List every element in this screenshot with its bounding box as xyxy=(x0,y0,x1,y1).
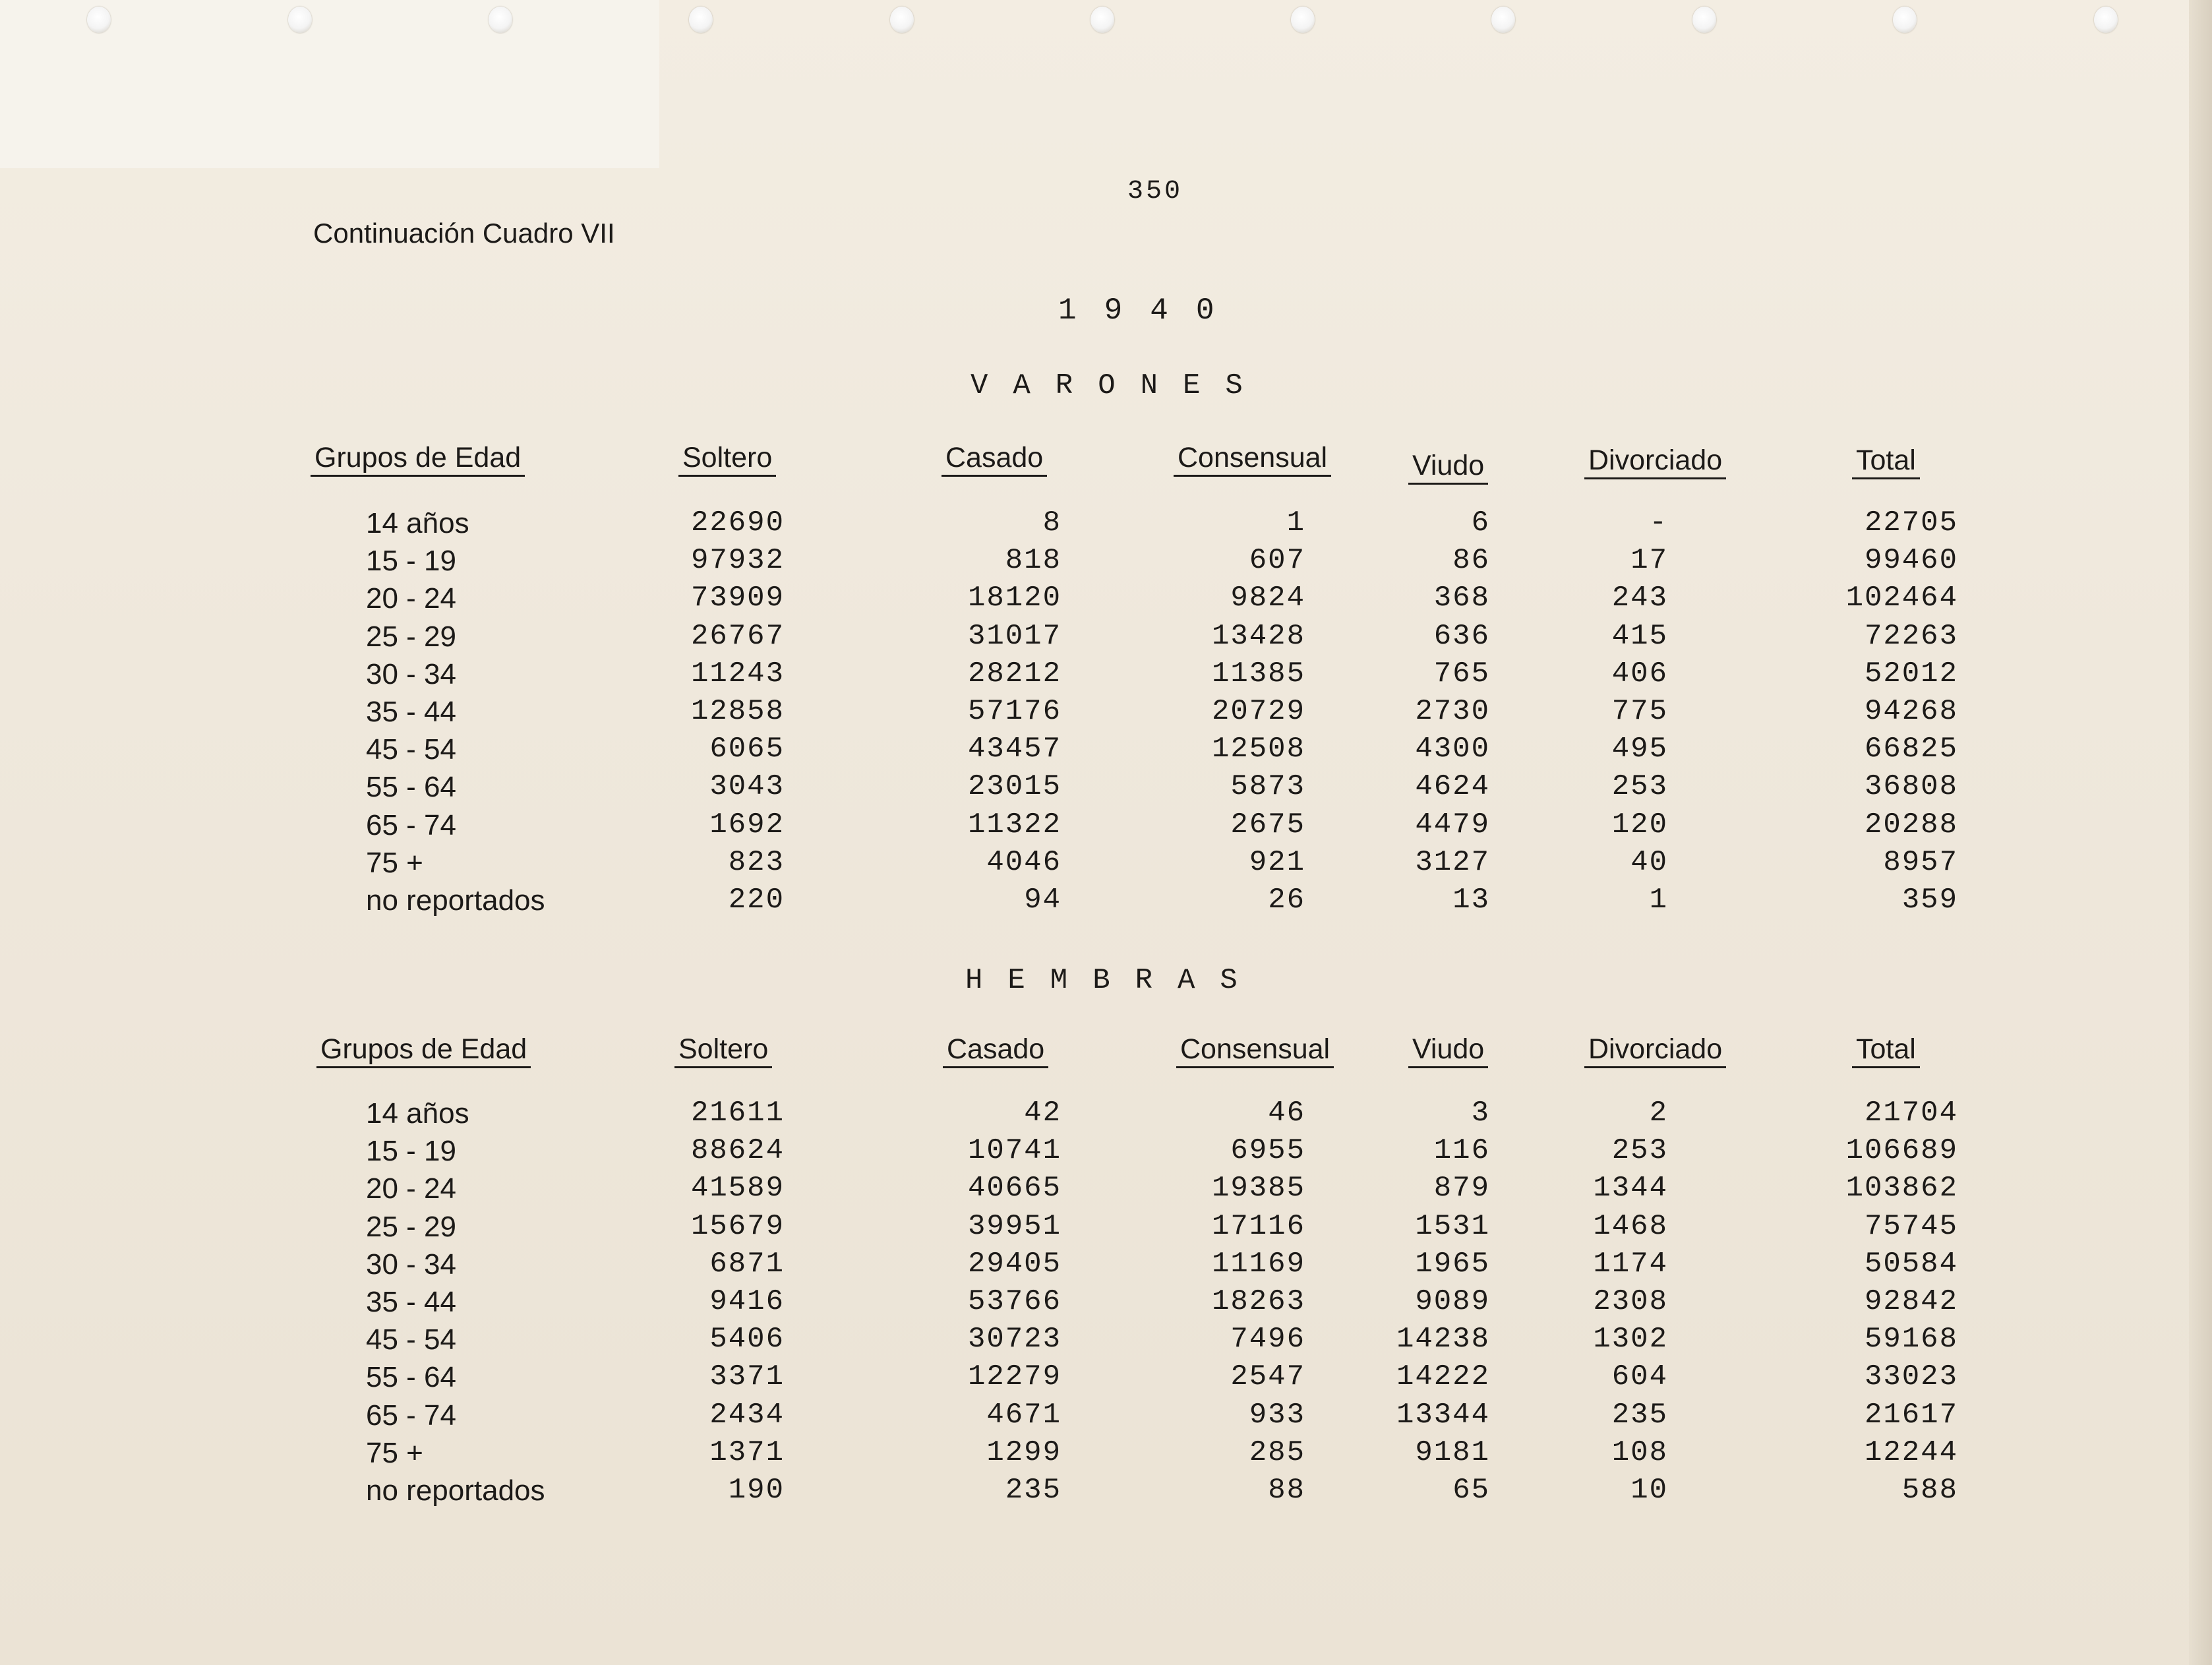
cell-consensual: 2675 xyxy=(1230,808,1305,841)
continuation-title: Continuación Cuadro VII xyxy=(313,218,615,249)
table-row xyxy=(0,1283,2212,1321)
table-row xyxy=(0,1321,2212,1358)
cell-age-group: 20 - 24 xyxy=(366,1172,456,1205)
cell-soltero: 6065 xyxy=(709,733,785,766)
table-row xyxy=(0,882,2212,919)
table-row xyxy=(0,580,2212,617)
cell-age-group: 15 - 19 xyxy=(366,545,456,578)
section-title-hembras: HEMBRAS xyxy=(965,964,1263,997)
header-consensual: Consensual xyxy=(1176,1032,1334,1068)
cell-age-group: 35 - 44 xyxy=(366,696,456,728)
cell-divorciado: 604 xyxy=(1611,1360,1668,1394)
cell-casado: 30723 xyxy=(967,1323,1061,1356)
cell-soltero: 3043 xyxy=(709,770,785,804)
cell-age-group: 45 - 54 xyxy=(366,733,456,766)
cell-consensual: 20729 xyxy=(1211,695,1305,728)
header-age-group: Grupos de Edad xyxy=(316,1032,531,1068)
cell-viudo: 368 xyxy=(1433,582,1490,615)
cell-viudo: 116 xyxy=(1433,1134,1490,1168)
cell-soltero: 21611 xyxy=(690,1097,785,1130)
cell-casado: 12279 xyxy=(967,1360,1061,1394)
cell-viudo: 4300 xyxy=(1415,733,1490,766)
cell-total: 59168 xyxy=(1864,1323,1958,1356)
cell-divorciado: 1344 xyxy=(1593,1172,1668,1205)
cell-soltero: 1692 xyxy=(709,808,785,841)
table-row xyxy=(0,618,2212,655)
cell-consensual: 88 xyxy=(1268,1474,1305,1507)
cell-consensual: 1 xyxy=(1286,506,1305,539)
cell-viudo: 2730 xyxy=(1415,695,1490,728)
cell-consensual: 9824 xyxy=(1230,582,1305,615)
cell-divorciado: 1174 xyxy=(1593,1247,1668,1281)
header-divorciado: Divorciado xyxy=(1584,1032,1726,1068)
cell-casado: 4046 xyxy=(986,845,1061,879)
table-row xyxy=(0,655,2212,693)
cell-soltero: 190 xyxy=(728,1474,785,1507)
cell-divorciado: 108 xyxy=(1611,1436,1668,1469)
cell-soltero: 88624 xyxy=(690,1134,785,1168)
cell-total: 588 xyxy=(1901,1474,1958,1507)
cell-age-group: 45 - 54 xyxy=(366,1323,456,1356)
cell-divorciado: 1 xyxy=(1649,884,1668,917)
cell-age-group: no reportados xyxy=(366,884,545,917)
cell-soltero: 3371 xyxy=(709,1360,785,1394)
cell-divorciado: 17 xyxy=(1630,544,1668,578)
cell-soltero: 220 xyxy=(728,884,785,917)
cell-viudo: 65 xyxy=(1452,1474,1490,1507)
cell-viudo: 86 xyxy=(1452,544,1490,578)
cell-age-group: 14 años xyxy=(366,507,469,539)
header-casado: Casado xyxy=(942,440,1047,477)
header-soltero: Soltero xyxy=(674,1032,772,1068)
cell-casado: 28212 xyxy=(967,657,1061,690)
cell-divorciado: 253 xyxy=(1611,1134,1668,1168)
cell-viudo: 9181 xyxy=(1415,1436,1490,1469)
cell-casado: 818 xyxy=(1005,544,1061,578)
cell-consensual: 607 xyxy=(1249,544,1305,578)
cell-age-group: 25 - 29 xyxy=(366,620,456,653)
cell-age-group: 20 - 24 xyxy=(366,582,456,615)
year-heading: 1940 xyxy=(1058,293,1242,328)
header-total: Total xyxy=(1852,443,1920,479)
cell-soltero: 1371 xyxy=(709,1436,785,1469)
cell-viudo: 1531 xyxy=(1415,1209,1490,1243)
cell-casado: 40665 xyxy=(967,1172,1061,1205)
cell-consensual: 7496 xyxy=(1230,1323,1305,1356)
cell-age-group: 55 - 64 xyxy=(366,1361,456,1394)
punch-hole-icon xyxy=(489,7,512,33)
cell-total: 33023 xyxy=(1864,1360,1958,1394)
cell-age-group: 75 + xyxy=(366,846,423,879)
cell-viudo: 1965 xyxy=(1415,1247,1490,1281)
cell-consensual: 17116 xyxy=(1211,1209,1305,1243)
cell-consensual: 46 xyxy=(1268,1097,1305,1130)
header-soltero: Soltero xyxy=(678,440,776,477)
cell-soltero: 9416 xyxy=(709,1285,785,1318)
table-row xyxy=(0,1397,2212,1434)
cell-consensual: 18263 xyxy=(1211,1285,1305,1318)
cell-consensual: 12508 xyxy=(1211,733,1305,766)
cell-viudo: 879 xyxy=(1433,1172,1490,1205)
table-row xyxy=(0,1358,2212,1396)
cell-soltero: 22690 xyxy=(690,506,785,539)
punch-hole-icon xyxy=(288,7,312,33)
cell-viudo: 9089 xyxy=(1415,1285,1490,1318)
cell-soltero: 41589 xyxy=(690,1172,785,1205)
cell-casado: 10741 xyxy=(967,1134,1061,1168)
cell-viudo: 14238 xyxy=(1396,1323,1490,1356)
cell-divorciado: - xyxy=(1649,506,1668,539)
cell-consensual: 6955 xyxy=(1230,1134,1305,1168)
cell-total: 72263 xyxy=(1864,619,1958,653)
table-row xyxy=(0,1095,2212,1132)
cell-age-group: 75 + xyxy=(366,1436,423,1469)
cell-consensual: 13428 xyxy=(1211,619,1305,653)
cell-age-group: 35 - 44 xyxy=(366,1286,456,1318)
cell-viudo: 4479 xyxy=(1415,808,1490,841)
cell-divorciado: 775 xyxy=(1611,695,1668,728)
punch-hole-icon xyxy=(2094,7,2118,33)
header-viudo: Viudo xyxy=(1408,448,1488,485)
cell-viudo: 14222 xyxy=(1396,1360,1490,1394)
cell-age-group: no reportados xyxy=(366,1474,545,1507)
cell-divorciado: 10 xyxy=(1630,1474,1668,1507)
cell-soltero: 12858 xyxy=(690,695,785,728)
cell-total: 66825 xyxy=(1864,733,1958,766)
cell-casado: 94 xyxy=(1024,884,1061,917)
cell-casado: 11322 xyxy=(967,808,1061,841)
punch-hole-icon xyxy=(1291,7,1315,33)
cell-total: 12244 xyxy=(1864,1436,1958,1469)
cell-soltero: 97932 xyxy=(690,544,785,578)
table-row xyxy=(0,1208,2212,1246)
cell-divorciado: 243 xyxy=(1611,582,1668,615)
cell-total: 21704 xyxy=(1864,1097,1958,1130)
table-row xyxy=(0,504,2212,542)
cell-viudo: 4624 xyxy=(1415,770,1490,804)
cell-casado: 42 xyxy=(1024,1097,1061,1130)
table-row xyxy=(0,1434,2212,1472)
cell-divorciado: 2308 xyxy=(1593,1285,1668,1318)
cell-soltero: 26767 xyxy=(690,619,785,653)
table-row xyxy=(0,844,2212,882)
cell-casado: 235 xyxy=(1005,1474,1061,1507)
cell-total: 94268 xyxy=(1864,695,1958,728)
cell-viudo: 765 xyxy=(1433,657,1490,690)
table-row xyxy=(0,1246,2212,1283)
cell-viudo: 636 xyxy=(1433,619,1490,653)
cell-casado: 29405 xyxy=(967,1247,1061,1281)
cell-consensual: 11169 xyxy=(1211,1247,1305,1281)
cell-total: 106689 xyxy=(1845,1134,1958,1168)
page-number: 350 xyxy=(1127,177,1183,206)
punch-hole-icon xyxy=(890,7,914,33)
cell-age-group: 65 - 74 xyxy=(366,808,456,841)
cell-age-group: 30 - 34 xyxy=(366,657,456,690)
section-title-varones: VARONES xyxy=(971,369,1268,402)
cell-soltero: 823 xyxy=(728,845,785,879)
cell-total: 8957 xyxy=(1883,845,1958,879)
cell-divorciado: 120 xyxy=(1611,808,1668,841)
punch-hole-icon xyxy=(1491,7,1515,33)
cell-total: 359 xyxy=(1901,884,1958,917)
cell-viudo: 3127 xyxy=(1415,845,1490,879)
cell-viudo: 13 xyxy=(1452,884,1490,917)
cell-total: 21617 xyxy=(1864,1398,1958,1432)
cell-casado: 31017 xyxy=(967,619,1061,653)
table-row xyxy=(0,1170,2212,1207)
cell-divorciado: 495 xyxy=(1611,733,1668,766)
cell-age-group: 14 años xyxy=(366,1097,469,1130)
table-row xyxy=(0,806,2212,844)
cell-consensual: 19385 xyxy=(1211,1172,1305,1205)
cell-total: 52012 xyxy=(1864,657,1958,690)
punch-hole-icon xyxy=(1692,7,1716,33)
cell-casado: 43457 xyxy=(967,733,1061,766)
cell-soltero: 15679 xyxy=(690,1209,785,1243)
cell-divorciado: 253 xyxy=(1611,770,1668,804)
cell-consensual: 11385 xyxy=(1211,657,1305,690)
cell-divorciado: 2 xyxy=(1649,1097,1668,1130)
cell-soltero: 2434 xyxy=(709,1398,785,1432)
cell-divorciado: 40 xyxy=(1630,845,1668,879)
cell-age-group: 15 - 19 xyxy=(366,1135,456,1168)
cell-viudo: 6 xyxy=(1471,506,1490,539)
cell-divorciado: 1302 xyxy=(1593,1323,1668,1356)
punch-hole-icon xyxy=(1091,7,1114,33)
cell-soltero: 5406 xyxy=(709,1323,785,1356)
cell-casado: 53766 xyxy=(967,1285,1061,1318)
cell-divorciado: 235 xyxy=(1611,1398,1668,1432)
cell-soltero: 11243 xyxy=(690,657,785,690)
cell-casado: 39951 xyxy=(967,1209,1061,1243)
cell-casado: 57176 xyxy=(967,695,1061,728)
cell-casado: 8 xyxy=(1042,506,1061,539)
cell-soltero: 73909 xyxy=(690,582,785,615)
header-total: Total xyxy=(1852,1032,1920,1068)
cell-casado: 23015 xyxy=(967,770,1061,804)
cell-total: 50584 xyxy=(1864,1247,1958,1281)
cell-age-group: 25 - 29 xyxy=(366,1210,456,1243)
cell-soltero: 6871 xyxy=(709,1247,785,1281)
punch-hole-icon xyxy=(1893,7,1917,33)
cell-total: 102464 xyxy=(1845,582,1958,615)
cell-viudo: 13344 xyxy=(1396,1398,1490,1432)
cell-age-group: 55 - 64 xyxy=(366,771,456,804)
cell-divorciado: 406 xyxy=(1611,657,1668,690)
table-row xyxy=(0,693,2212,731)
header-consensual: Consensual xyxy=(1174,440,1331,477)
cell-total: 20288 xyxy=(1864,808,1958,841)
cell-casado: 4671 xyxy=(986,1398,1061,1432)
cell-total: 103862 xyxy=(1845,1172,1958,1205)
punch-hole-icon xyxy=(689,7,713,33)
table-row xyxy=(0,731,2212,768)
cell-consensual: 285 xyxy=(1249,1436,1305,1469)
cell-viudo: 3 xyxy=(1471,1097,1490,1130)
cell-total: 75745 xyxy=(1864,1209,1958,1243)
header-casado: Casado xyxy=(943,1032,1048,1068)
table-row xyxy=(0,768,2212,806)
header-viudo: Viudo xyxy=(1408,1032,1488,1068)
header-divorciado: Divorciado xyxy=(1584,443,1726,479)
table-row xyxy=(0,542,2212,580)
cell-divorciado: 415 xyxy=(1611,619,1668,653)
cell-casado: 18120 xyxy=(967,582,1061,615)
cell-consensual: 921 xyxy=(1249,845,1305,879)
cell-total: 99460 xyxy=(1864,544,1958,578)
header-age-group: Grupos de Edad xyxy=(311,440,525,477)
cell-total: 22705 xyxy=(1864,506,1958,539)
table-row xyxy=(0,1132,2212,1170)
cell-consensual: 933 xyxy=(1249,1398,1305,1432)
cell-age-group: 65 - 74 xyxy=(366,1399,456,1432)
cell-age-group: 30 - 34 xyxy=(366,1248,456,1281)
table-row xyxy=(0,1472,2212,1509)
cell-consensual: 26 xyxy=(1268,884,1305,917)
cell-total: 92842 xyxy=(1864,1285,1958,1318)
cell-consensual: 5873 xyxy=(1230,770,1305,804)
cell-total: 36808 xyxy=(1864,770,1958,804)
cell-casado: 1299 xyxy=(986,1436,1061,1469)
cell-divorciado: 1468 xyxy=(1593,1209,1668,1243)
punch-hole-icon xyxy=(87,7,111,33)
cell-consensual: 2547 xyxy=(1230,1360,1305,1394)
